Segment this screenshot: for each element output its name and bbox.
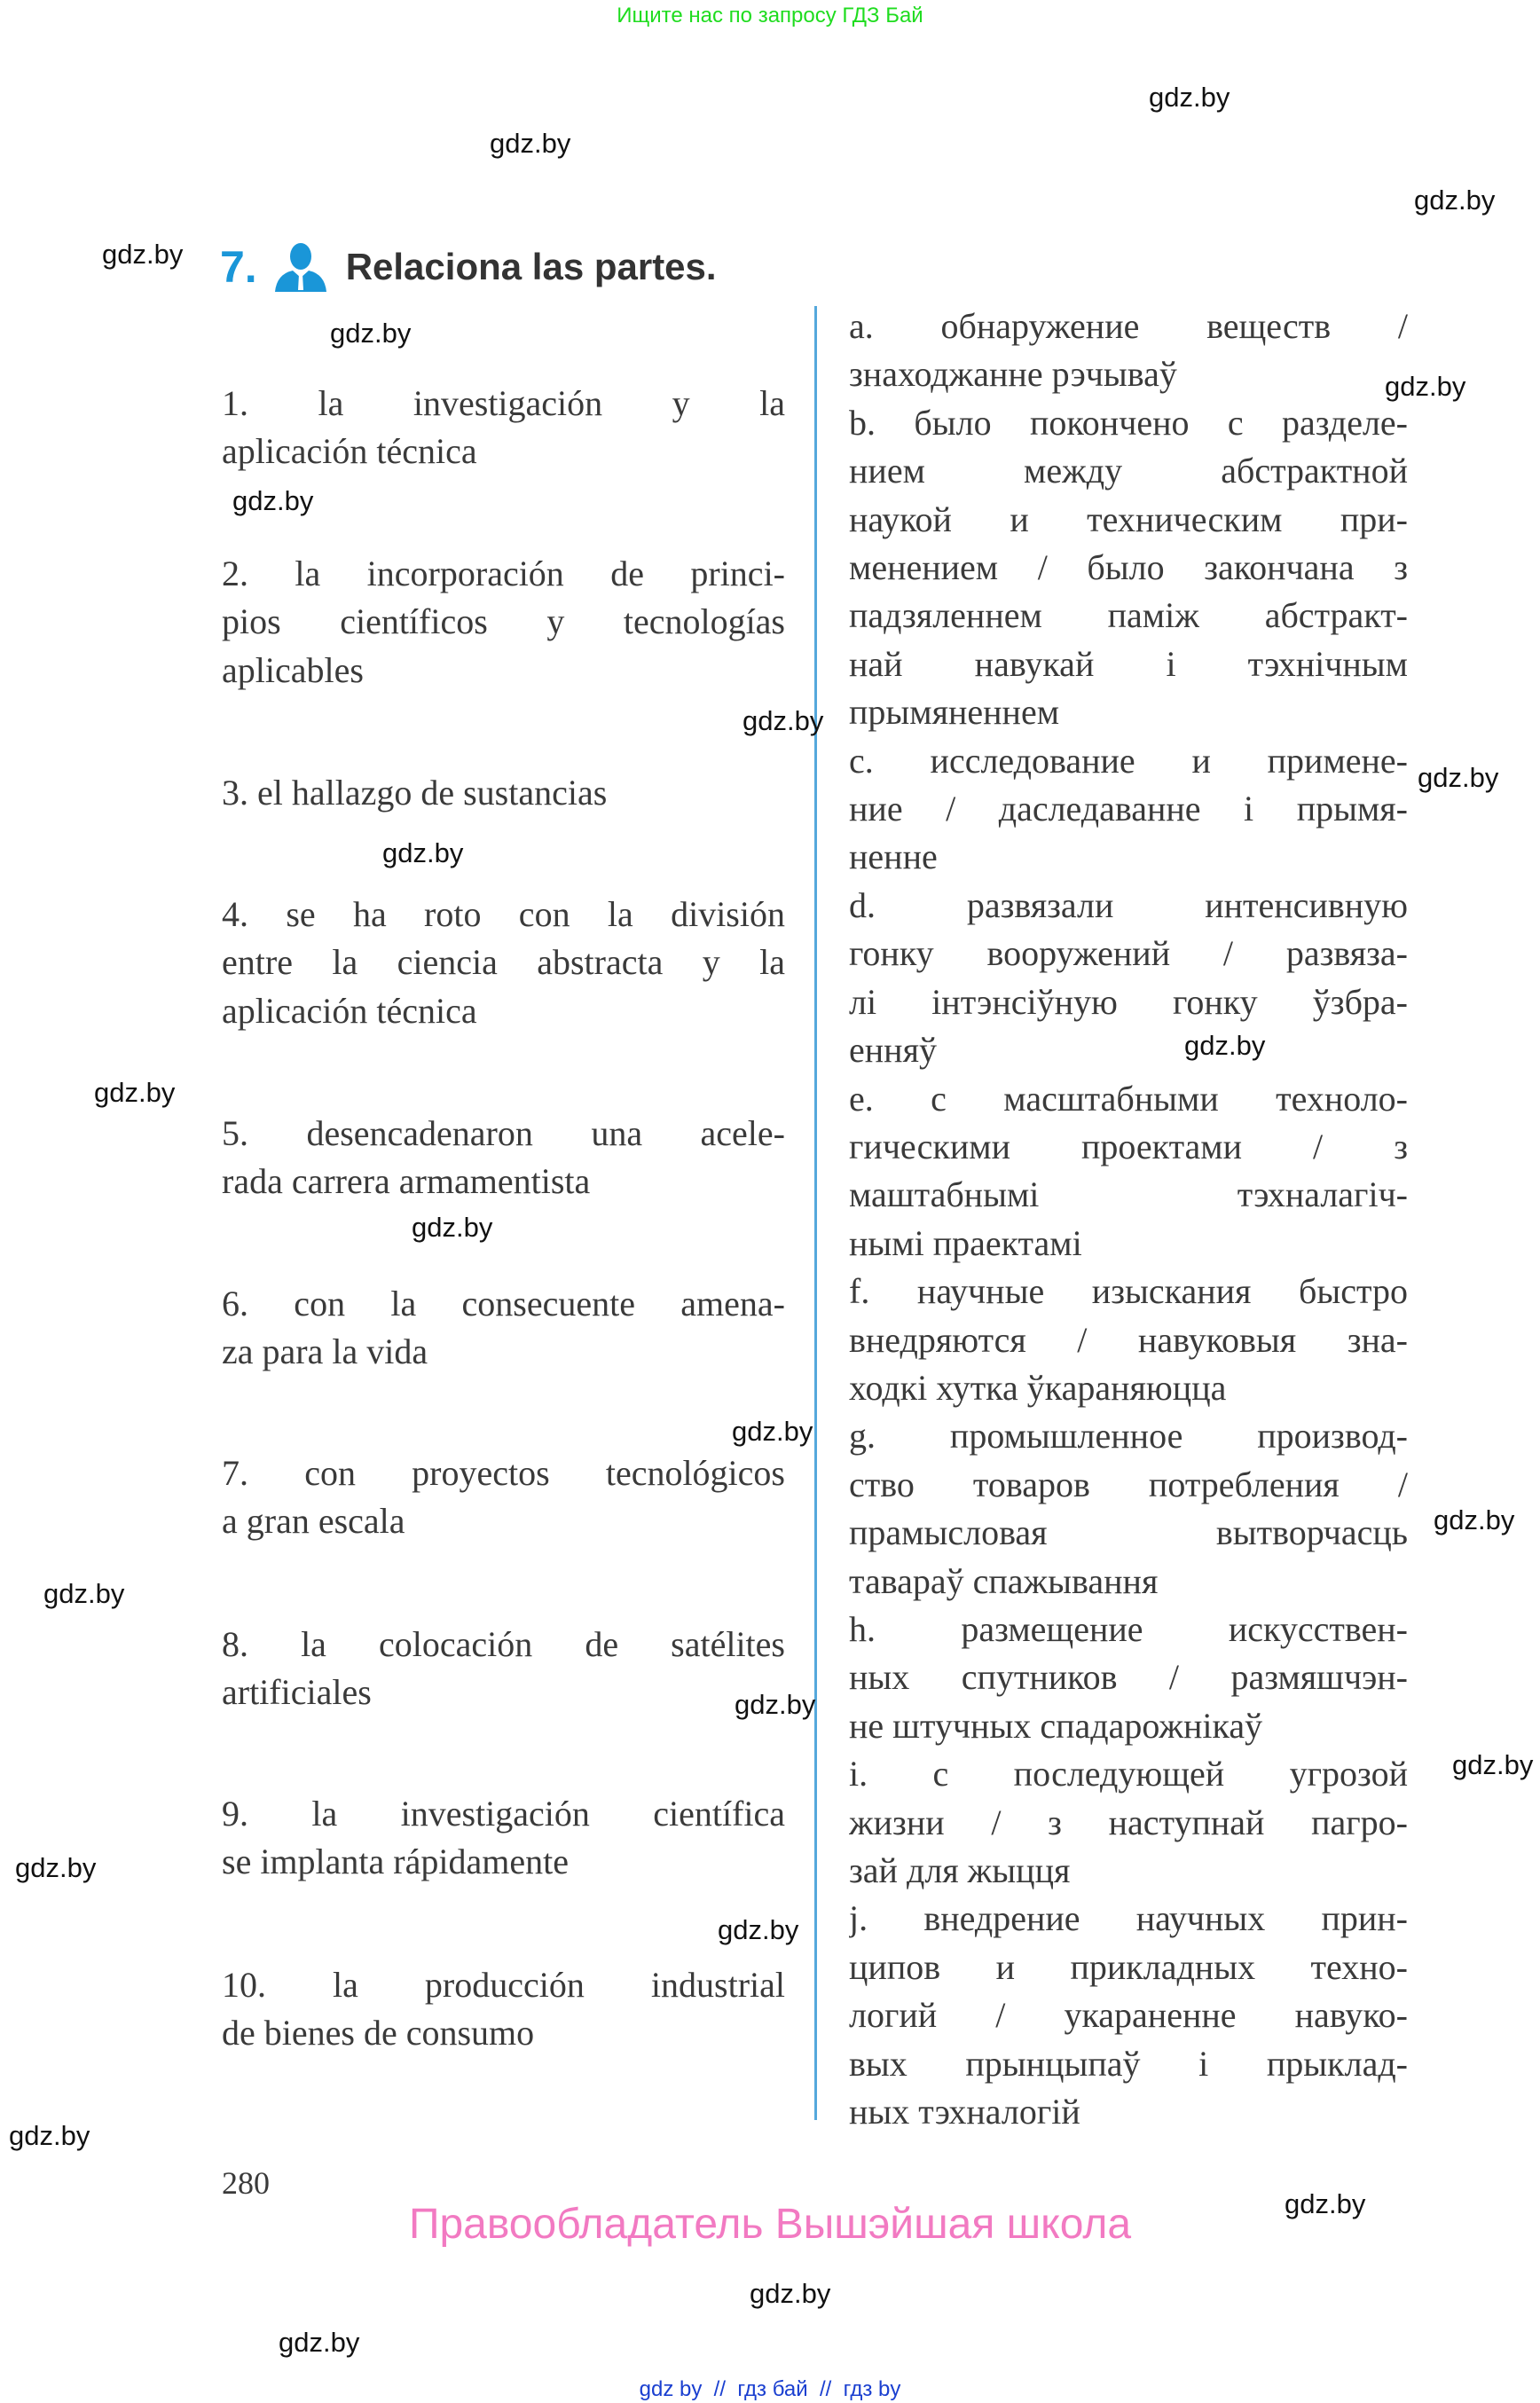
column-divider — [814, 306, 817, 2120]
watermark: gdz.by — [43, 1578, 125, 1609]
item-line: aplicación técnica — [222, 990, 477, 1031]
item-line: ных спутников / размяшчэн- — [849, 1657, 1408, 1698]
item-line: 2. la incorporación de princi- — [222, 554, 785, 593]
item-line: 3. el hallazgo de sustancias — [222, 773, 608, 813]
item-line: a. обнаружение веществ / — [849, 306, 1408, 346]
watermark: gdz.by — [330, 318, 412, 349]
translation-g — [849, 1412, 1408, 1606]
item-line: маштабнымі тэхналагіч- — [849, 1174, 1408, 1215]
item-line: наукой и техническим при- — [849, 499, 1408, 539]
spanish-phrase-2 — [222, 550, 785, 695]
item-line: j. внедрение научных прин- — [849, 1898, 1408, 1939]
watermark: gdz.by — [102, 239, 184, 270]
item-line: 9. la investigación científica — [222, 1794, 785, 1834]
watermark: gdz.by — [279, 2327, 360, 2358]
item-line: za para la vida — [222, 1331, 428, 1372]
translation-d — [849, 882, 1408, 1075]
watermark: gdz.by — [732, 1416, 813, 1447]
right-column — [849, 302, 1408, 2136]
watermark: gdz.by — [15, 1852, 97, 1883]
translation-i — [849, 1750, 1408, 1895]
copyright-notice: Правообладатель Вышэйшая школа — [408, 2201, 1132, 2248]
spanish-phrase-3 — [222, 769, 785, 817]
watermark: gdz.by — [490, 128, 571, 159]
item-line: a gran escala — [222, 1501, 405, 1542]
spanish-phrase-4 — [222, 891, 785, 1035]
watermark: gdz.by — [1452, 1749, 1534, 1780]
item-line: pios científicos y tecnologías — [222, 601, 785, 642]
item-line: падзяленнем паміж абстракт- — [849, 595, 1408, 636]
item-line: гонку вооружений / развяза- — [849, 933, 1408, 974]
item-line: 6. con la consecuente amena- — [222, 1284, 785, 1323]
item-line: жизни / з наступнай пагро- — [849, 1802, 1408, 1842]
item-line: ципов и прикладных техно- — [849, 1946, 1408, 1987]
item-line: 4. se ha roto con la división — [222, 894, 785, 934]
watermark: gdz.by — [1418, 762, 1499, 793]
item-line: d. развязали интенсивную — [849, 884, 1408, 925]
exercise-number: 7. — [220, 242, 257, 292]
watermark: gdz.by — [232, 485, 314, 516]
item-line: логий / укараненне навуко- — [849, 1995, 1408, 2036]
item-line: i. с последующей угрозой — [849, 1754, 1408, 1794]
item-line: лі інтэнсіўную гонку ўзбра- — [849, 981, 1408, 1022]
search-hint: Ищите нас по запросу ГДЗ Бай — [617, 4, 923, 27]
item-line: ненне — [849, 836, 938, 877]
watermark: gdz.by — [9, 2120, 90, 2151]
item-line: гическими проектами / з — [849, 1126, 1408, 1166]
page-number: 280 — [222, 2165, 270, 2201]
item-line: aplicables — [222, 649, 364, 690]
item-line: вых прынцыпаў і прыклад- — [849, 2043, 1408, 2084]
item-line: прамысловая вытворчасць — [849, 1512, 1408, 1553]
item-line: нымі праектамі — [849, 1222, 1082, 1263]
person-icon — [273, 242, 328, 292]
watermark: gdz.by — [735, 1689, 816, 1720]
item-line: de bienes de consumo — [222, 2013, 535, 2054]
item-line: зай для жыцця — [849, 1850, 1071, 1890]
translation-h — [849, 1606, 1408, 1750]
item-line: 5. desencadenaron una acele- — [222, 1113, 785, 1153]
item-line: не штучных спадарожнікаў — [849, 1705, 1263, 1746]
spanish-phrase-1 — [222, 380, 785, 476]
item-line: знаходжанне рэчываў — [849, 354, 1177, 395]
watermark: gdz.by — [742, 705, 824, 736]
watermark: gdz.by — [750, 2278, 831, 2309]
translation-b — [849, 399, 1408, 737]
item-line: 10. la producción industrial — [222, 1965, 785, 2005]
watermark: gdz.by — [718, 1914, 799, 1945]
item-line: entre la ciencia abstracta y la — [222, 942, 785, 983]
watermark: gdz.by — [94, 1077, 176, 1108]
item-line: енняў — [849, 1030, 937, 1071]
spanish-phrase-5 — [222, 1110, 785, 1206]
item-line: ние / даследаванне і прымя- — [849, 789, 1408, 829]
item-line: тавараў спажывання — [849, 1560, 1159, 1601]
item-line: ных тэхналогій — [849, 2092, 1080, 2132]
watermark: gdz.by — [1285, 2188, 1366, 2219]
item-line: най навукай і тэхнічным — [849, 643, 1408, 684]
item-line: f. научные изыскания быстро — [849, 1271, 1408, 1312]
translation-a — [849, 302, 1408, 399]
item-line: c. исследование и примене- — [849, 740, 1408, 781]
item-line: внедряются / навуковыя зна- — [849, 1319, 1408, 1360]
item-line: g. промышленное производ- — [849, 1416, 1408, 1457]
watermark: gdz.by — [1434, 1504, 1515, 1535]
spanish-phrase-10 — [222, 1961, 785, 2058]
watermark: gdz.by — [1149, 82, 1230, 113]
exercise-heading — [220, 241, 717, 293]
watermark: gdz.by — [382, 837, 464, 868]
translation-j — [849, 1895, 1408, 2136]
item-line: ходкі хутка ўкараняюцца — [849, 1367, 1227, 1408]
spanish-phrase-8 — [222, 1621, 785, 1717]
footer-links[interactable]: gdz by // гдз бай // гдз by — [639, 2377, 901, 2401]
item-line: e. с масштабными техноло- — [849, 1078, 1408, 1119]
item-line: ство товаров потребления / — [849, 1464, 1408, 1504]
spanish-phrase-7 — [222, 1449, 785, 1546]
item-line: artificiales — [222, 1672, 372, 1713]
item-line: менением / было закончана з — [849, 547, 1408, 588]
item-line: aplicación técnica — [222, 431, 477, 472]
item-line: прымяненнем — [849, 692, 1060, 733]
translation-f — [849, 1268, 1408, 1412]
translation-e — [849, 1075, 1408, 1268]
spanish-phrase-6 — [222, 1280, 785, 1377]
item-line: b. было покончено с разделе- — [849, 402, 1408, 443]
item-line: h. размещение искусствен- — [849, 1608, 1408, 1649]
watermark: gdz.by — [412, 1212, 493, 1243]
item-line: rada carrera armamentista — [222, 1161, 591, 1202]
watermark: gdz.by — [1184, 1030, 1266, 1061]
watermark: gdz.by — [1414, 185, 1496, 216]
exercise-title: Relaciona las partes. — [345, 246, 717, 287]
translation-c — [849, 737, 1408, 882]
spanish-phrase-9 — [222, 1790, 785, 1887]
watermark: gdz.by — [1385, 371, 1466, 402]
item-line: se implanta rápidamente — [222, 1842, 569, 1882]
item-line: нием между абстрактной — [849, 451, 1408, 491]
item-line: 8. la colocación de satélites — [222, 1624, 785, 1664]
item-line: 7. con proyectos tecnológicos — [222, 1453, 785, 1493]
item-line: 1. la investigación y la — [222, 383, 785, 423]
